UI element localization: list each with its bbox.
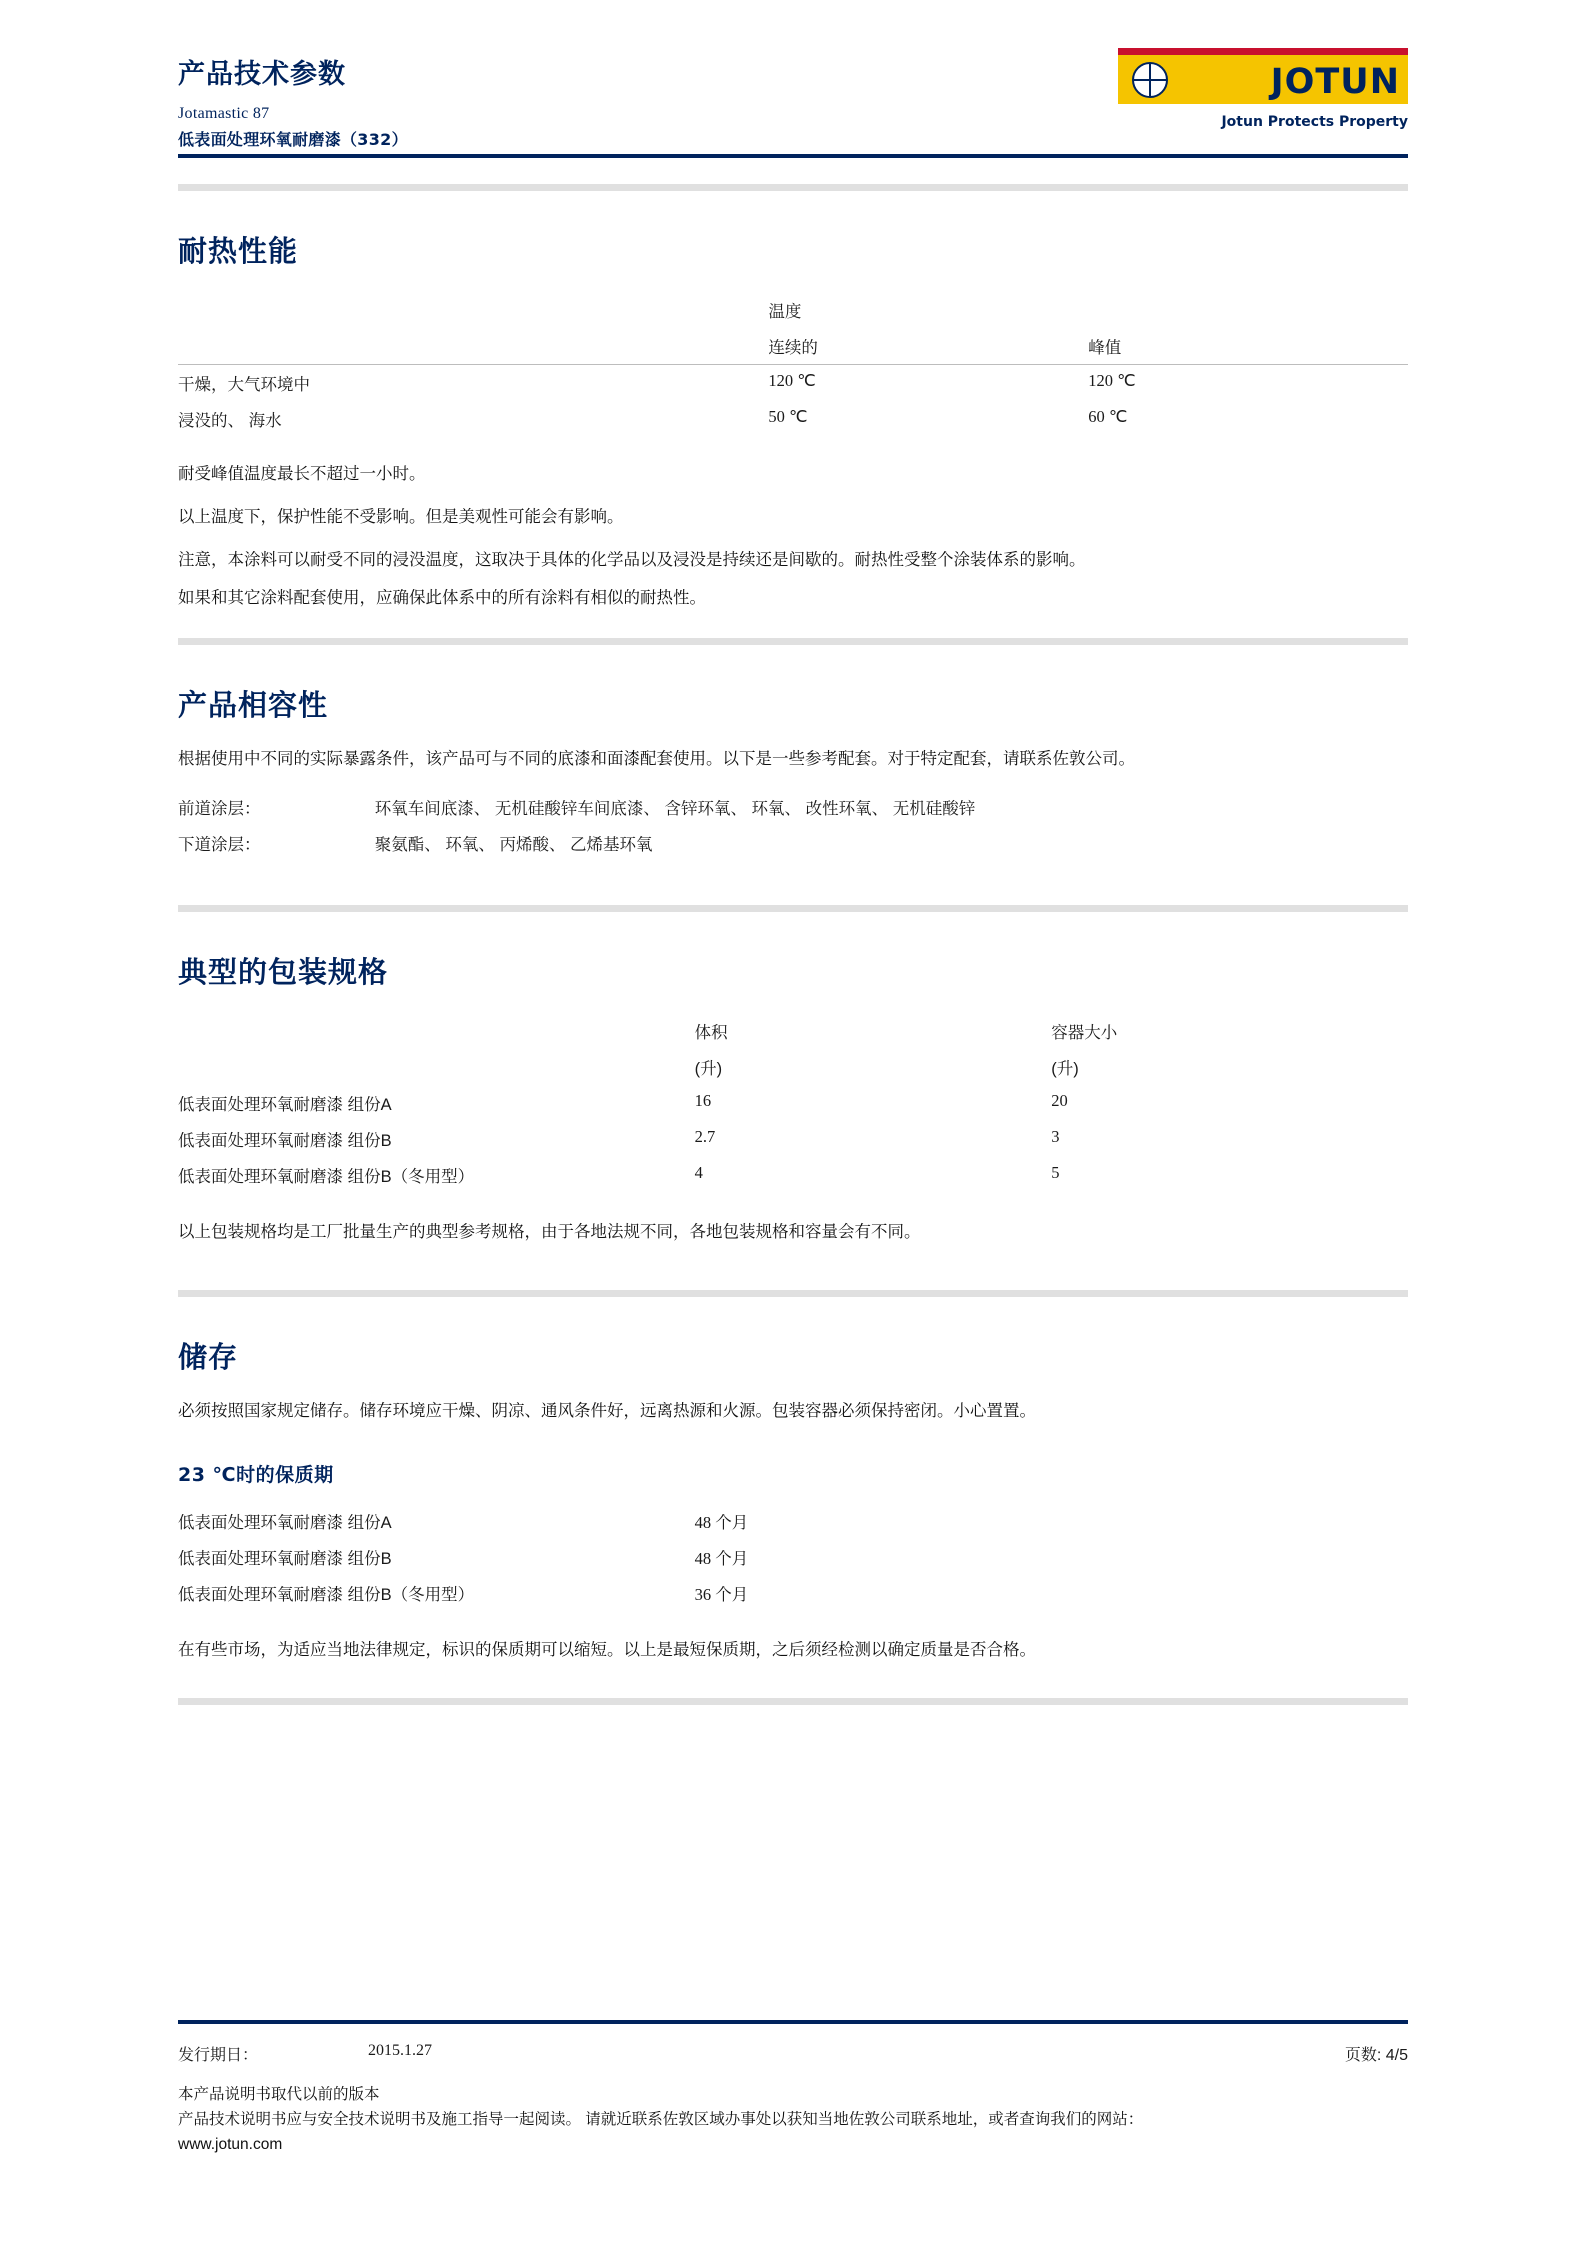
table-row (178, 1539, 1408, 1575)
pack-row-volume: 2.7 (694, 1127, 716, 1147)
spacer-cell (178, 292, 768, 328)
shelf-life-title: 23 ℃时的保质期 (178, 1463, 334, 1486)
pack-row-label: 低表面处理环氧耐磨漆 组份B（冬用型） (178, 1168, 475, 1187)
table-row (178, 1503, 1408, 1539)
pack-row-volume: 4 (694, 1163, 703, 1183)
pack-row-container: 20 (1051, 1091, 1068, 1111)
logo-tagline: Jotun Protects Property (1221, 114, 1408, 130)
table-header-row (178, 328, 1408, 365)
footer-issue (178, 2042, 432, 2065)
pack-row-label: 低表面处理环氧耐磨漆 组份A (178, 1096, 392, 1115)
col-header-continuous: 连续的 (768, 328, 1088, 365)
shelf-row-label: 低表面处理环氧耐磨漆 组份B（冬用型） (178, 1585, 475, 1604)
spacer-cell (178, 328, 768, 365)
table-row (178, 292, 1408, 328)
table-row (178, 825, 1408, 861)
table-row (178, 401, 1408, 437)
footer-issue-label: 发行期日： (178, 2047, 259, 2064)
pack-row-container: 3 (1051, 1127, 1060, 1147)
footer-issue-date: 2015.1.27 (368, 2042, 433, 2059)
heat-row-label: 干燥，大气环境中 (178, 376, 310, 394)
heat-note-4: 如果和其它涂料配套使用，应确保此体系中的所有涂料有相似的耐热性。 (178, 588, 706, 607)
col-header-volume: 体积 (694, 1024, 728, 1043)
table-header-row (178, 1049, 1408, 1085)
heat-row-continuous: 120 ℃ (768, 371, 816, 390)
footer-note-1: 本产品说明书取代以前的版本 (178, 2086, 380, 2103)
packaging-note: 以上包装规格均是工厂批量生产的典型参考规格，由于各地法规不同，各地包装规格和容量会有不同。 (178, 1223, 921, 1242)
heat-note-1: 耐受峰值温度最长不超过一小时。 (178, 465, 426, 483)
table-header-row (178, 1013, 1408, 1049)
table-row (178, 1157, 1408, 1193)
pack-row-volume: 16 (694, 1091, 712, 1111)
heat-note-2: 以上温度下，保护性能不受影响。但是美观性可能会有影响。 (178, 508, 624, 527)
shelf-row-value: 48 个月 (694, 1548, 749, 1568)
section-band (178, 638, 1408, 645)
heat-row-peak: 120 ℃ (1088, 371, 1136, 390)
pack-row-label: 低表面处理环氧耐磨漆 组份B (178, 1132, 392, 1151)
table-row (178, 1575, 1408, 1611)
header-divider (178, 154, 1408, 158)
col-header-volume-unit: (升) (694, 1060, 723, 1079)
table-row (178, 1085, 1408, 1121)
shelf-life-table (178, 1503, 1408, 1611)
footer-note-2: 产品技术说明书应与安全技术说明书及施工指导一起阅读。 请就近联系佐敦区域办事处以获知当地佐敦公司联系地址，或者查询我们的网站： (178, 2110, 1144, 2128)
col-header-container: 容器大小 (1051, 1024, 1118, 1043)
logo-box (1118, 48, 1408, 104)
compat-row-label: 下道涂层： (178, 836, 261, 855)
table-row (178, 789, 1408, 825)
col-header-peak: 峰值 (1088, 328, 1408, 365)
heat-table (178, 292, 1408, 437)
storage-intro: 必须按照国家规定储存。储存环境应干燥、阴凉、通风条件好，远离热源和火源。包装容器必须保持密闭。小心置置。 (178, 1402, 1036, 1421)
product-name: Jotamastic 87 (178, 105, 270, 122)
compat-row-value: 环氧车间底漆、 无机硅酸锌车间底漆、 含锌环氧、 环氧、 改性环氧、 无机硅酸锌 (374, 800, 976, 819)
section-band (178, 184, 1408, 191)
shelf-row-label: 低表面处理环氧耐磨漆 组份A (178, 1513, 392, 1532)
shelf-row-value: 48 个月 (694, 1512, 749, 1532)
shelf-row-value: 36 个月 (694, 1584, 749, 1604)
jotun-logo (1118, 48, 1408, 130)
heat-row-peak: 60 ℃ (1088, 407, 1128, 426)
section-title-compatibility: 产品相容性 (178, 687, 329, 722)
page-title: 产品技术参数 (178, 59, 346, 90)
product-subtitle: 低表面处理环氧耐磨漆（332） (178, 130, 408, 149)
spacer-cell (178, 1013, 695, 1049)
footer-meta-row (178, 2042, 1408, 2065)
compat-row-value: 聚氨酯、 环氧、 丙烯酸、 乙烯基环氧 (374, 836, 653, 855)
globe-icon (1132, 62, 1168, 98)
section-title-heat: 耐热性能 (178, 234, 299, 268)
packaging-table (178, 1013, 1408, 1193)
compat-row-label: 前道涂层： (178, 800, 261, 819)
table-row (178, 365, 1408, 402)
section-band (178, 1698, 1408, 1705)
section-title-storage: 储存 (178, 1340, 239, 1375)
footer-website: www.jotun.com (178, 2135, 283, 2153)
heat-row-continuous: 50 ℃ (768, 407, 808, 426)
document-footer (178, 2020, 1408, 2157)
section-band (178, 905, 1408, 912)
heat-row-label: 浸没的、 海水 (178, 412, 282, 430)
storage-note: 在有些市场，为适应当地法律规定，标识的保质期可以缩短。以上是最短保质期，之后须经检测以确定质量是否合格。 (178, 1640, 1036, 1659)
heat-temp-header: 温度 (768, 303, 802, 321)
logo-wordmark: JOTUN (1270, 62, 1400, 102)
footer-page-number: 页数: 4/5 (1344, 2047, 1408, 2064)
table-row (178, 1121, 1408, 1157)
heat-note-3: 注意，本涂料可以耐受不同的浸没温度，这取决于具体的化学品以及浸没是持续还是间歇的。耐热性受整个涂装体系的影响。 (178, 551, 1086, 570)
shelf-row-label: 低表面处理环氧耐磨漆 组份B (178, 1549, 392, 1568)
pack-row-container: 5 (1051, 1163, 1060, 1183)
document-header (178, 0, 1408, 149)
spacer-cell (178, 1049, 695, 1085)
col-header-container-unit: (升) (1051, 1060, 1079, 1079)
compatibility-intro: 根据使用中不同的实际暴露条件，该产品可与不同的底漆和面漆配套使用。以下是一些参考配套。对于特定配套，请联系佐敦公司。 (178, 749, 1135, 768)
section-title-packaging: 典型的包装规格 (178, 955, 389, 990)
page-content (178, 0, 1408, 1705)
section-band (178, 1290, 1408, 1297)
footer-divider (178, 2020, 1408, 2024)
compatibility-table (178, 789, 1408, 861)
